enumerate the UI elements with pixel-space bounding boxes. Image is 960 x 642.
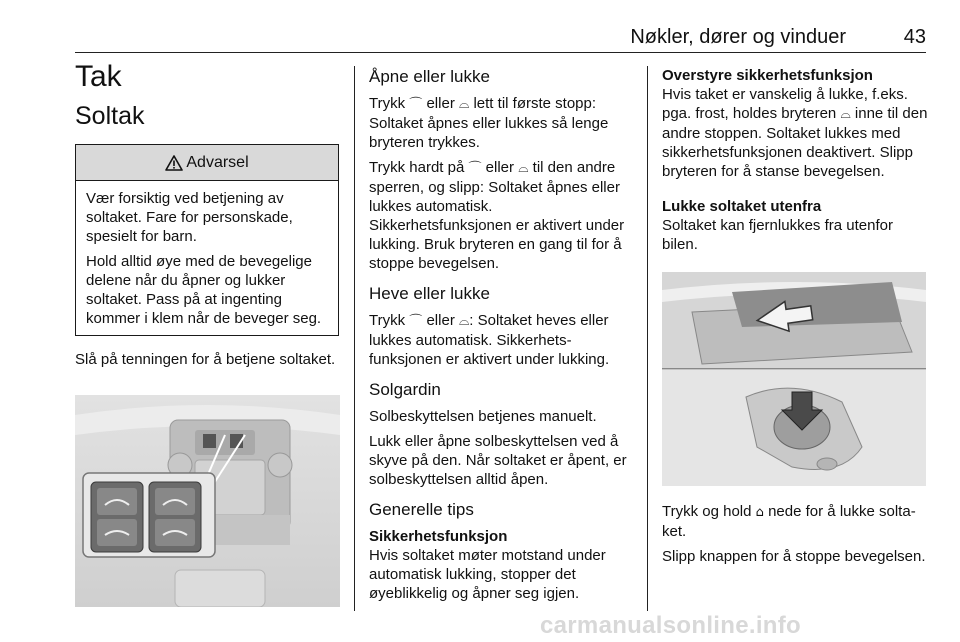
- column-3: [662, 66, 928, 260]
- override-text: Hvis taket er vanskelig å lukke, f.eks. pga. frost, holdes bryteren ⌓ inne til den andre stoppen. Soltaket lukkes med sikkerhetsfunksjonen deaktivert. Slipp bryteren for å stanse bevegelsen.: [662, 86, 928, 180]
- warning-body: [76, 181, 338, 335]
- warning-text-1: Vær forsiktig ved betjening av soltaket. Fare for personskade, spesielt for barn.: [86, 190, 293, 245]
- column-1: [75, 58, 340, 375]
- sunshade-text-2: Lukk eller åpne solbeskyttelsen ved å skyve på den. Når soltaket er åpent, er solbeskyttelsen alltid åpen.: [369, 433, 627, 488]
- heading-open-close: Åpne eller lukke: [369, 67, 490, 86]
- tilt-open-icon: ⌒: [468, 161, 482, 176]
- heading-sunshade: Solgardin: [369, 380, 441, 399]
- warning-header: [76, 145, 338, 181]
- heading-general-tips: Generelle tips: [369, 500, 474, 519]
- after-text-2: Slipp knappen for å stoppe bevegelsen.: [662, 548, 926, 565]
- column-2: [369, 66, 633, 609]
- tilt-open-icon: ⌒: [409, 97, 423, 112]
- after-text-1: Trykk og hold ⌂ nede for å lukke soltaket.: [662, 503, 916, 540]
- slide-icon: ⌓: [459, 97, 470, 112]
- section-title: Nøkler, dører og vinduer: [630, 26, 846, 48]
- heading-raise-lower: Heve eller lukke: [369, 284, 490, 303]
- warning-text-2: Hold alltid øye med de bevegelige delene når du åpner og lukker soltaket. Pass på at ingenting kommer i klem når de beveger seg.: [86, 253, 322, 327]
- page-number: 43: [903, 26, 926, 48]
- subheading-override: Overstyre sikkerhetsfunksjon: [662, 67, 873, 84]
- column-divider-1: [354, 66, 355, 611]
- open-close-text-1: Trykk ⌒ eller ⌓ lett til første stopp: Soltaket åpnes eller lukkes så lenge bryteren trykkes.: [369, 95, 609, 151]
- roof-console-illustration: [75, 395, 340, 607]
- sunshade-text-1: Solbeskyttelsen betjenes manuelt.: [369, 408, 597, 425]
- slide-icon: ⌓: [518, 161, 529, 176]
- chapter-title: Tak: [75, 60, 122, 93]
- slide-icon: ⌓: [840, 107, 851, 122]
- column-divider-2: [647, 66, 648, 611]
- remote-close-text: Soltaket kan fjernlukkes fra utenfor bilen.: [662, 217, 893, 253]
- slide-icon: ⌓: [459, 314, 470, 329]
- warning-box: [75, 144, 339, 336]
- subheading-remote-close: Lukke soltaket utenfra: [662, 198, 822, 215]
- tilt-icon: ⌒: [409, 314, 423, 329]
- intro-text: Slå på tenningen for å betjene soltaket.: [75, 351, 336, 368]
- column-3-lower: [662, 502, 928, 572]
- page-header: [75, 26, 926, 52]
- safety-function-text: Hvis soltaket møter motstand under automatisk lukking, stopper det øyeblikkelig og åpner seg igjen.: [369, 547, 606, 602]
- section-heading: Soltak: [75, 102, 145, 130]
- warning-label: Advarsel: [186, 153, 249, 171]
- raise-lower-text: Trykk ⌒ eller ⌓: Soltaket heves eller lukkes automatisk. Sikkerhetsfunksjonen er aktivert under lukking.: [369, 312, 610, 368]
- header-rule: [75, 52, 926, 53]
- remote-close-illustration: [662, 272, 926, 486]
- open-close-text-2: Trykk hardt på ⌒ eller ⌓ til den andre sperren, og slipp: Soltaket åpnes eller lukkes automatisk. Sikkerhetsfunksjonen er aktivert under lukking. Bruk bryteren en gang til for å stoppe bevegelsen.: [369, 159, 625, 272]
- watermark: carmanualsonline.info: [540, 612, 802, 639]
- key-button-icon: ⌂: [755, 505, 764, 520]
- warning-triangle-icon: [165, 155, 183, 171]
- subheading-safety-function: Sikkerhetsfunksjon: [369, 528, 508, 545]
